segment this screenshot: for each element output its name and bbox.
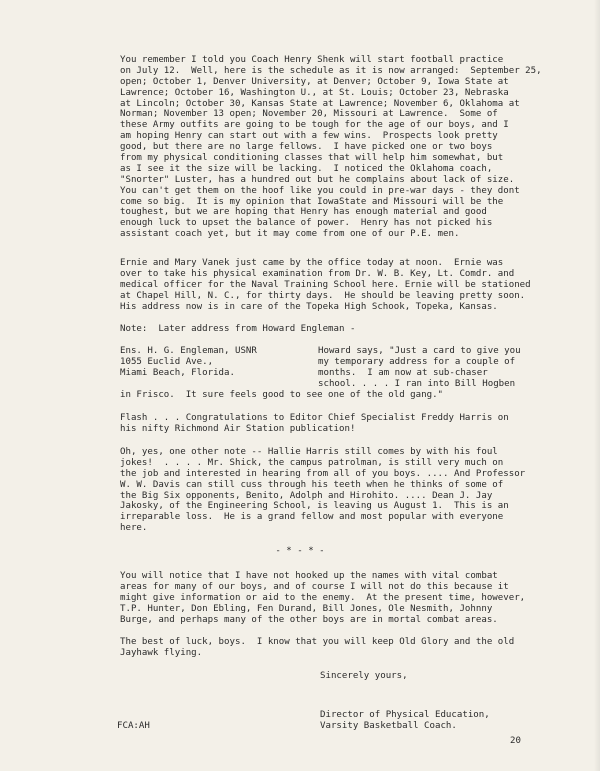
text-line: might give information or aid to the enemy. At the present time, however, xyxy=(120,592,526,603)
text-line: His address now is in care of the Topeka High Schook, Topeka, Kansas. xyxy=(120,301,498,312)
text-line: enough luck to upset the balance of power. Henry has not picked his xyxy=(120,218,493,229)
text-line: on July 12. Well, here is the schedule as it is now arranged: September 25, xyxy=(120,65,542,76)
text-line: here. xyxy=(120,523,148,534)
page-number: 20 xyxy=(510,736,521,746)
text-line: open; October 1, Denver University, at Denver; October 9, Iowa State at xyxy=(120,76,509,87)
address-block xyxy=(120,346,257,379)
section-separator: - * - * - xyxy=(275,546,325,556)
paragraph-other-notes xyxy=(120,447,560,534)
text-line: at Lincoln; October 30, Kansas State at Lawrence; November 6, Oklahoma at xyxy=(120,98,520,109)
text-line: Howard says, "Just a card to give you xyxy=(318,346,521,356)
signature-title xyxy=(320,710,490,732)
text-line: Ernie and Mary Vanek just came by the office today at noon. Ernie was xyxy=(120,258,504,268)
text-line: Jayhawk flying. xyxy=(120,647,203,658)
text-line: Jakosky, of the Engineering School, is leaving us August 1. This is an xyxy=(120,501,509,512)
paragraph-flash xyxy=(120,413,560,435)
text-line: from my physical conditioning classes that will help him somewhat, but xyxy=(120,153,504,164)
howard-quote-block xyxy=(318,346,521,390)
address-line: 1055 Euclid Ave., xyxy=(120,356,214,367)
text-line: You can't get them on the hoof like you could in pre-war days - they dont xyxy=(120,185,520,196)
text-line: am hoping Henry can start out with a few wins. Prospects look pretty xyxy=(120,131,498,142)
text-line: as I see it the size will be lacking. I noticed the Oklahoma coach, xyxy=(120,163,493,174)
title-line: Varsity Basketball Coach. xyxy=(320,720,457,731)
text-line: come so big. It is my opinion that IowaState and Missouri will be the xyxy=(120,196,504,207)
text-line: good, but there are no large fellows. I have picked one or two boys xyxy=(120,142,493,153)
text-line: irreparable loss. He is a grand fellow and most popular with everyone xyxy=(120,512,504,523)
closing: Sincerely yours, xyxy=(320,671,408,681)
text-line: Lawrence; October 16, Washington U., at St. Louis; October 23, Nebraska xyxy=(120,87,509,98)
text-line: Flash . . . Congratulations to Editor Chief Specialist Freddy Harris on xyxy=(120,413,509,423)
paragraph-best-of-luck xyxy=(120,637,560,659)
text-line: assistant coach yet, but it may come from one of our P.E. men. xyxy=(120,229,460,240)
address-line: Miami Beach, Florida. xyxy=(120,367,235,378)
text-line: my temporary address for a couple of xyxy=(318,356,516,367)
note-line xyxy=(120,324,560,335)
text-line: "Snorter" Luster, has a hundred out but he complains about lack of size. xyxy=(120,174,515,185)
text-line: his nifty Richmond Air Station publication! xyxy=(120,423,356,434)
text-line: Note: Later address from Howard Engleman - xyxy=(120,324,356,334)
reference-initials: FCA:AH xyxy=(117,721,150,731)
text-line: toughest, but we are hoping that Henry has enough material and good xyxy=(120,207,487,218)
text-line: areas for many of our boys, and of course I will not do this because it xyxy=(120,581,509,592)
address-line: Ens. H. G. Engleman, USNR xyxy=(120,346,257,356)
text-line: Burge, and perhaps many of the other boys are in mortal combat areas. xyxy=(120,614,498,625)
text-line: at Chapel Hill, N. C., for thirty days. He should be leaving pretty soon. xyxy=(120,290,526,301)
text-line: jokes! . . . . Mr. Shick, the campus patrolman, is still very much on xyxy=(120,457,504,468)
text-line: You will notice that I have not hooked up the names with vital combat xyxy=(120,571,498,581)
paragraph-vanek-visit xyxy=(120,258,560,312)
title-line: Director of Physical Education, xyxy=(320,710,490,720)
text-line: You remember I told you Coach Henry Shenk will start football practice xyxy=(120,55,504,65)
text-line: Norman; November 13 open; November 20, Missouri at Lawrence. Some of xyxy=(120,109,498,120)
text-line: the job and interested in hearing from all of you boys. .... And Professor xyxy=(120,468,526,479)
text-line: in Frisco. It sure feels good to see one of the old gang." xyxy=(120,390,444,400)
text-line: medical officer for the Naval Training School here. Ernie will be stationed xyxy=(120,279,531,290)
text-line: T.P. Hunter, Don Ebling, Fen Durand, Bill Jones, Ole Nesmith, Johnny xyxy=(120,603,493,614)
text-line: school. . . . I ran into Bill Hogben xyxy=(318,378,516,389)
howard-quote-continuation xyxy=(120,390,560,401)
text-line: Oh, yes, one other note -- Hallie Harris still comes by with his foul xyxy=(120,447,498,457)
text-line: these Army outfits are going to be tough for the age of our boys, and I xyxy=(120,120,509,131)
paragraph-combat-areas xyxy=(120,571,560,625)
paragraph-football-schedule xyxy=(120,55,560,240)
text-line: The best of luck, boys. I know that you will keep Old Glory and the old xyxy=(120,637,515,647)
text-line: the Big Six opponents, Benito, Adolph and Hirohito. .... Dean J. Jay xyxy=(120,490,493,501)
text-line: over to take his physical examination from Dr. W. B. Key, Lt. Comdr. and xyxy=(120,268,515,279)
text-line: months. I am now at sub-chaser xyxy=(318,367,488,378)
text-line: W. W. Davis can still cuss through his teeth when he thinks of some of xyxy=(120,479,504,490)
